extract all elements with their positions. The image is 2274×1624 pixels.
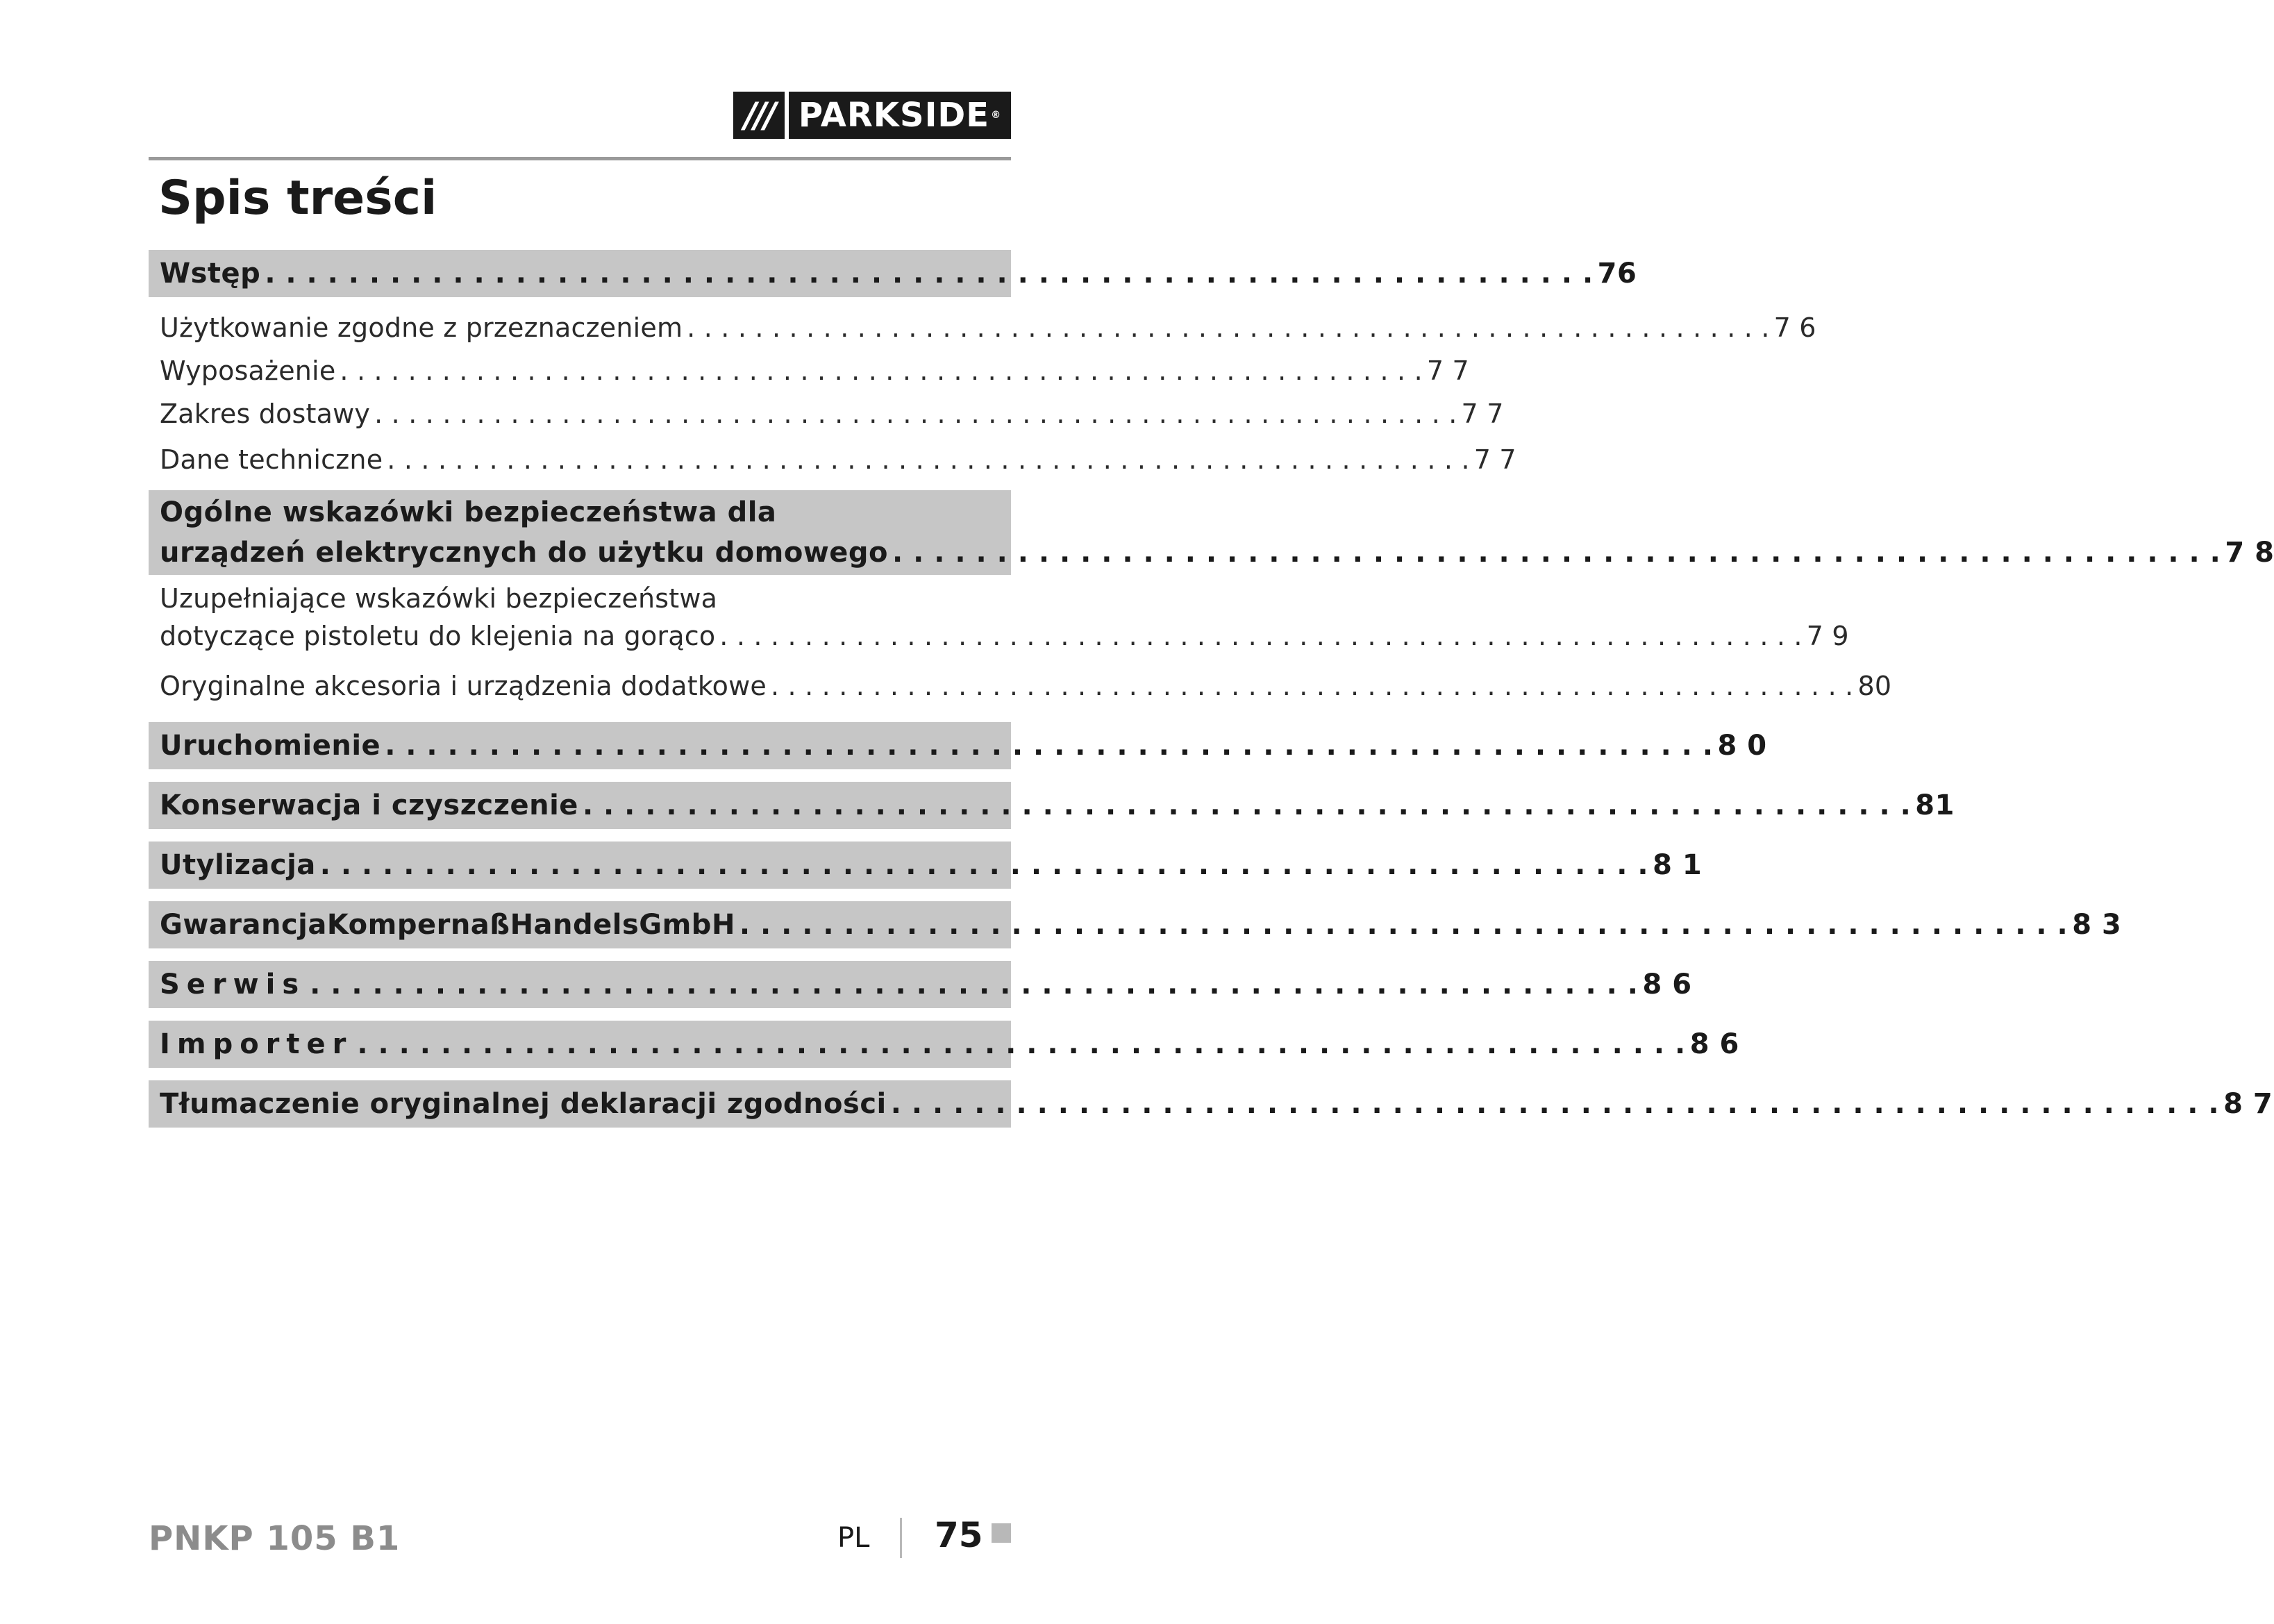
parkside-logo	[733, 92, 1011, 139]
toc-entry-first-line: Uzupełniające wskazówki bezpieczeństwa	[160, 583, 718, 614]
toc-leader-dots: . . . . . . . . . . . . . . . . . . . . . . . . . . . . . . . . . . . . . . . . . . . . . . . . . . . . . . . . . . . . . . . .	[310, 969, 1639, 1001]
footer-page-number: 75	[935, 1515, 983, 1555]
toc-entry-line	[160, 845, 1703, 885]
toc-entry-label: dotyczące pistoletu do klejenia na gorąco	[160, 621, 716, 651]
toc-entry-label: Dane techniczne	[160, 444, 383, 475]
toc-entry-line	[160, 1084, 2273, 1124]
toc-leader-dots: . . . . . . . . . . . . . . . . . . . . . . . . . . . . . . . . . . . . . . . . . . . . . . . . . . . . . . . . . . . . . . . .	[582, 789, 1912, 821]
toc-leader-dots: . . . . . . . . . . . . . . . . . . . . . . . . . . . . . . . . . . . . . . . . . . . . . . . . . . . . . . . . . . . . . . . .	[357, 1028, 1686, 1060]
toc-entry-label: Konserwacja i czyszczenie	[160, 789, 578, 821]
toc-page-number: 7 7	[1473, 444, 1516, 475]
toc-subentry[interactable]	[149, 579, 1849, 655]
toc-entry-label: Zakres dostawy	[160, 399, 371, 429]
toc-page-number: 80	[1857, 671, 1892, 701]
toc-leader-dots: . . . . . . . . . . . . . . . . . . . . . . . . . . . . . . . . . . . . . . . . . . . . . . . . . . . . . . . . . . . . . . . .	[387, 444, 1470, 475]
toc-leader-dots: . . . . . . . . . . . . . . . . . . . . . . . . . . . . . . . . . . . . . . . . . . . . . . . . . . . . . . . . . . . . . . . .	[739, 909, 2068, 941]
footer-square-mark	[992, 1523, 1011, 1543]
toc-section-entry[interactable]	[149, 961, 1692, 1008]
footer-separator	[900, 1518, 902, 1558]
toc-page-number: 7 6	[1773, 312, 1816, 343]
toc-section-entry[interactable]	[149, 1080, 2273, 1128]
toc-leader-dots: . . . . . . . . . . . . . . . . . . . . . . . . . . . . . . . . . . . . . . . . . . . . . . . . . . . . . . . . . . . . . . . .	[319, 849, 1649, 881]
toc-entry-line	[160, 309, 1816, 346]
toc-leader-dots: . . . . . . . . . . . . . . . . . . . . . . . . . . . . . . . . . . . . . . . . . . . . . . . . . . . . . . . . . . . . . . . .	[890, 1088, 2220, 1120]
logo-name: PARKSIDE	[798, 96, 990, 135]
toc-section-entry[interactable]	[149, 1021, 1739, 1068]
toc-leader-dots: . . . . . . . . . . . . . . . . . . . . . . . . . . . . . . . . . . . . . . . . . . . . . . . . . . . . . . . . . . . . . . . .	[385, 730, 1714, 762]
toc-subentry[interactable]	[149, 394, 1504, 433]
toc-page-number: 8 6	[1689, 1028, 1739, 1060]
toc-entry-line	[160, 533, 2274, 573]
toc-leader-dots: . . . . . . . . . . . . . . . . . . . . . . . . . . . . . . . . . . . . . . . . . . . . . . . . . . . . . . . . . . . . . . . .	[687, 312, 1770, 343]
toc-subentry[interactable]	[149, 308, 1816, 347]
toc-section-entry[interactable]	[149, 842, 1703, 889]
toc-entry-line	[160, 1024, 1739, 1064]
toc-entry-label: Serwis	[160, 969, 306, 1001]
footer-model: PNKP 105 B1	[149, 1519, 401, 1558]
toc-entry-line	[160, 726, 1767, 766]
toc-page-number: 8 7	[2223, 1088, 2273, 1120]
toc-entry-line	[160, 395, 1504, 433]
toc-page-number: 76	[1597, 258, 1637, 290]
toc-entry-label: Importer	[160, 1028, 353, 1060]
toc-leader-dots: . . . . . . . . . . . . . . . . . . . . . . . . . . . . . . . . . . . . . . . . . . . . . . . . . . . . . . . . . . . . . . . .	[892, 537, 2221, 569]
toc-page-number: 8 0	[1717, 730, 1767, 762]
toc-page-number: 8 1	[1653, 849, 1703, 881]
toc-entry-line	[160, 352, 1469, 390]
toc-subentry[interactable]	[149, 351, 1469, 390]
footer-language: PL	[837, 1522, 870, 1554]
toc-page-number: 8 3	[2072, 909, 2122, 941]
toc-leader-dots: . . . . . . . . . . . . . . . . . . . . . . . . . . . . . . . . . . . . . . . . . . . . . . . . . . . . . . . . . . . . . . . .	[719, 621, 1803, 651]
toc-entry-label: urządzeń elektrycznych do użytku domowego	[160, 537, 889, 569]
toc-entry-label: GwarancjaKompernaßHandelsGmbH	[160, 909, 735, 941]
toc-leader-dots: . . . . . . . . . . . . . . . . . . . . . . . . . . . . . . . . . . . . . . . . . . . . . . . . . . . . . . . . . . . . . . . .	[771, 671, 1854, 701]
toc-page-number: 7 7	[1426, 355, 1469, 386]
toc-page-number: 81	[1915, 789, 1955, 821]
toc-entry-line	[160, 785, 1955, 826]
header-rule	[149, 157, 1011, 160]
toc-page-number: 7 9	[1806, 621, 1849, 651]
toc-entry-label: Oryginalne akcesoria i urządzenia dodatkowe	[160, 671, 767, 701]
toc-leader-dots: . . . . . . . . . . . . . . . . . . . . . . . . . . . . . . . . . . . . . . . . . . . . . . . . . . . . . . . . . . . . . . . .	[374, 399, 1457, 429]
toc-section-entry[interactable]	[149, 490, 2274, 575]
toc-entry-label: Utylizacja	[160, 849, 316, 881]
toc-entry-label: Uruchomienie	[160, 730, 381, 762]
page-title: Spis treści	[158, 171, 437, 226]
toc-section-entry[interactable]	[149, 722, 1767, 769]
toc-section-entry[interactable]	[149, 782, 1955, 829]
toc-leader-dots: . . . . . . . . . . . . . . . . . . . . . . . . . . . . . . . . . . . . . . . . . . . . . . . . . . . . . . . . . . . . . . . .	[265, 258, 1594, 290]
toc-subentry[interactable]	[149, 667, 1892, 705]
toc-section-entry[interactable]	[149, 250, 1637, 297]
toc-entry-line	[160, 441, 1516, 478]
toc-entry-line	[160, 964, 1692, 1005]
toc-entry-first-line: Ogólne wskazówki bezpieczeństwa dla	[160, 496, 777, 528]
toc-page-number: 8 6	[1642, 969, 1692, 1001]
toc-entry-line	[160, 617, 1849, 655]
toc-entry-label: Wyposażenie	[160, 355, 336, 386]
toc-entry-label: Wstęp	[160, 258, 261, 290]
logo-wordmark	[789, 92, 1011, 139]
logo-registered-mark: ®	[991, 110, 1002, 121]
logo-slashes: ///	[733, 92, 785, 139]
toc-leader-dots: . . . . . . . . . . . . . . . . . . . . . . . . . . . . . . . . . . . . . . . . . . . . . . . . . . . . . . . . . . . . . . . .	[340, 355, 1423, 386]
toc-subentry[interactable]	[149, 440, 1516, 479]
toc-section-entry[interactable]	[149, 901, 2122, 948]
toc-entry-line	[160, 667, 1892, 705]
toc-entry-line	[160, 253, 1637, 294]
toc-entry-label: Tłumaczenie oryginalnej deklaracji zgodności	[160, 1088, 887, 1120]
toc-page-number: 7 7	[1461, 399, 1504, 429]
toc-entry-line	[160, 905, 2122, 945]
toc-entry-label: Użytkowanie zgodne z przeznaczeniem	[160, 312, 683, 343]
toc-page-number: 7 8	[2225, 537, 2274, 569]
